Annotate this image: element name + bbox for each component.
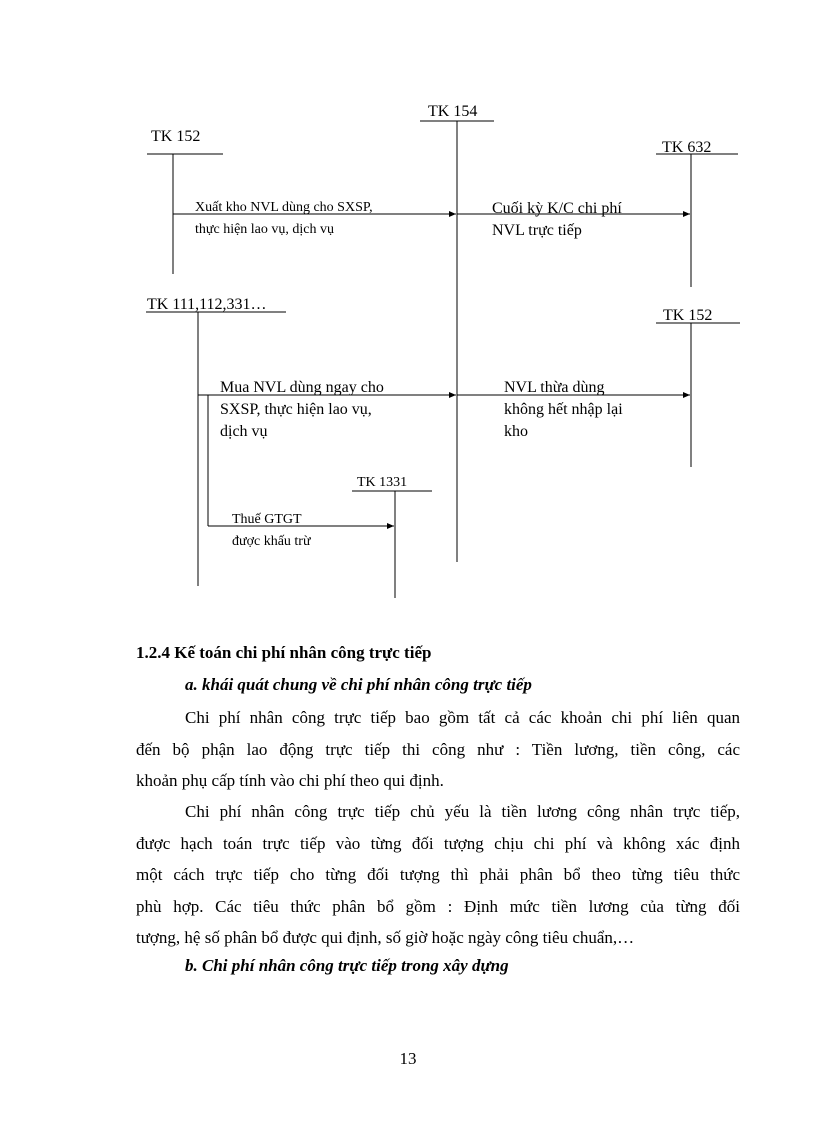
p1-line-2: đến bộ phận lao động trực tiếp thi công như : Tiền lương, tiền công, các [136, 739, 740, 759]
p2-line-1: Chi phí nhân công trực tiếp chủ yếu là tiền lương công nhân trực tiếp, [185, 802, 740, 821]
tk1331-label: TK 1331 [357, 475, 408, 490]
flow-purchase-line3: dịch vụ [220, 423, 268, 440]
paragraph-2 [136, 796, 740, 954]
p1-line-1: Chi phí nhân công trực tiếp bao gồm tất cả các khoản chi phí liên quan [185, 708, 740, 727]
tk152-dst-label: TK 152 [663, 307, 713, 324]
flow-transfer-line1: Cuối kỳ K/C chi phí [492, 200, 622, 217]
p2-line-5: tượng, hệ số phân bổ được qui định, số giờ hoặc ngày công tiêu chuẩn,… [136, 928, 635, 947]
flow-vat-line2: được khấu trừ [232, 534, 311, 549]
flow-vat-line1: Thuế GTGT [232, 512, 302, 527]
p2-line-2: được hạch toán trực tiếp vào từng đối tượng chịu chi phí và không xác định [136, 833, 740, 853]
page-number: 13 [399, 1049, 417, 1068]
paragraph-1 [136, 702, 740, 797]
p2-line-3: một cách trực tiếp cho từng đối tượng thì phải phân bổ theo từng tiêu thức [136, 865, 740, 884]
flow-purchase-line2: SXSP, thực hiện lao vụ, [220, 401, 372, 418]
tk154-label: TK 154 [428, 103, 478, 120]
subheading-a: a. khái quát chung về chi phí nhân công trực tiếp [185, 675, 532, 694]
tk152-src-label: TK 152 [151, 128, 201, 145]
flow-return-line1: NVL thừa dùng [504, 379, 605, 396]
flow-return-line3: kho [504, 423, 528, 440]
flow-transfer-line2: NVL trực tiếp [492, 222, 582, 239]
flow-issue-nvl-line1: Xuất kho NVL dùng cho SXSP, [195, 200, 373, 215]
flow-issue-nvl-line2: thực hiện lao vụ, dịch vụ [195, 222, 335, 237]
p2-line-4: phù hợp. Các tiêu thức phân bổ gồm : Định mức tiền lương của từng đối [136, 896, 740, 916]
section-heading: 1.2.4 Kế toán chi phí nhân công trực tiếp [136, 643, 432, 662]
p1-line-3: khoản phụ cấp tính vào chi phí theo qui định. [136, 771, 444, 790]
tk632-label: TK 632 [662, 139, 712, 156]
subheading-b: b. Chi phí nhân công trực tiếp trong xây dựng [185, 956, 509, 975]
tk111-label: TK 111,112,331… [147, 296, 267, 313]
flow-purchase-line1: Mua NVL dùng ngay cho [220, 379, 384, 396]
flow-return-line2: không hết nhập lại [504, 401, 623, 418]
